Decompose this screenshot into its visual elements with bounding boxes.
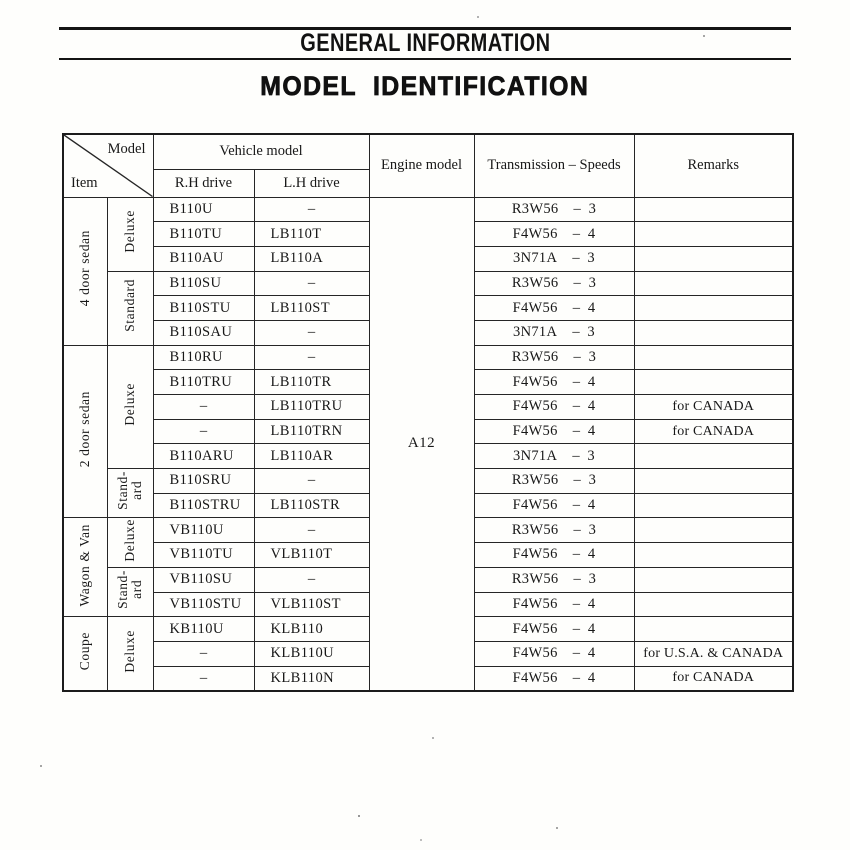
corner-cell xyxy=(63,134,153,197)
remarks-cell xyxy=(634,296,793,321)
lh-drive-cell: KLB110N xyxy=(254,666,369,691)
lh-drive-cell: KLB110 xyxy=(254,617,369,642)
rh-drive-cell: B110STRU xyxy=(153,493,254,518)
trim-label: Stand- ard xyxy=(115,471,144,511)
section-header-band xyxy=(59,27,791,60)
rh-drive-cell: – xyxy=(153,666,254,691)
transmission-cell: F4W56 – 4 xyxy=(474,617,634,642)
section-title: GENERAL INFORMATION xyxy=(299,29,551,57)
remarks-cell xyxy=(634,444,793,469)
lh-drive-cell: LB110TR xyxy=(254,370,369,395)
lh-drive-cell: – xyxy=(254,518,369,543)
transmission-cell: R3W56 – 3 xyxy=(474,271,634,296)
transmission-cell: F4W56 – 4 xyxy=(474,666,634,691)
remarks-cell xyxy=(634,592,793,617)
remarks-cell xyxy=(634,469,793,494)
remarks-cell xyxy=(634,197,793,222)
header-rh-drive: R.H drive xyxy=(153,169,254,197)
engine-model-cell: A12 xyxy=(369,197,474,691)
lh-drive-cell: – xyxy=(254,345,369,370)
table-header xyxy=(63,134,793,197)
remarks-cell xyxy=(634,345,793,370)
remarks-cell: for U.S.A. & CANADA xyxy=(634,641,793,666)
trim-label: Deluxe xyxy=(122,629,138,673)
lh-drive-cell: LB110STR xyxy=(254,493,369,518)
rh-drive-cell: B110TRU xyxy=(153,370,254,395)
lh-drive-cell: – xyxy=(254,271,369,296)
trim-cell xyxy=(107,197,153,271)
transmission-cell: R3W56 – 3 xyxy=(474,567,634,592)
body-type-cell xyxy=(63,518,107,617)
lh-drive-cell: VLB110T xyxy=(254,543,369,568)
trim-cell xyxy=(107,518,153,567)
lh-drive-cell: LB110TRN xyxy=(254,419,369,444)
trim-label: Deluxe xyxy=(122,383,138,426)
remarks-cell xyxy=(634,246,793,271)
body-type-cell xyxy=(63,617,107,691)
header-engine-model: Engine model xyxy=(369,134,474,197)
remarks-cell: for CANADA xyxy=(634,395,793,420)
lh-drive-cell: LB110T xyxy=(254,222,369,247)
corner-label-model: Model xyxy=(107,141,146,157)
rh-drive-cell: B110ARU xyxy=(153,444,254,469)
trim-label: Deluxe xyxy=(122,518,138,562)
remarks-cell xyxy=(634,222,793,247)
rh-drive-cell: B110AU xyxy=(153,246,254,271)
body-type-cell xyxy=(63,197,107,345)
remarks-cell xyxy=(634,320,793,345)
page-title: MODEL IDENTIFICATION xyxy=(260,71,590,101)
trim-cell xyxy=(107,617,153,691)
body-type-label: 2 door sedan xyxy=(77,390,93,468)
transmission-cell: F4W56 – 4 xyxy=(474,370,634,395)
trim-cell xyxy=(107,469,153,518)
header-remarks: Remarks xyxy=(634,134,793,197)
remarks-cell: for CANADA xyxy=(634,666,793,691)
table-body xyxy=(63,197,793,691)
remarks-cell xyxy=(634,518,793,543)
lh-drive-cell: VLB110ST xyxy=(254,592,369,617)
transmission-cell: F4W56 – 4 xyxy=(474,641,634,666)
rh-drive-cell: B110SU xyxy=(153,271,254,296)
scan-specks xyxy=(0,0,2,2)
rh-drive-cell: B110SAU xyxy=(153,320,254,345)
lh-drive-cell: LB110ST xyxy=(254,296,369,321)
transmission-cell: R3W56 – 3 xyxy=(474,469,634,494)
header-vehicle-model: Vehicle model xyxy=(153,134,369,169)
body-type-cell xyxy=(63,345,107,518)
transmission-cell: F4W56 – 4 xyxy=(474,493,634,518)
body-type-label: 4 door sedan xyxy=(77,230,93,307)
rh-drive-cell: VB110TU xyxy=(153,543,254,568)
transmission-cell: F4W56 – 4 xyxy=(474,419,634,444)
rh-drive-cell: B110SRU xyxy=(153,469,254,494)
rh-drive-cell: – xyxy=(153,641,254,666)
rh-drive-cell: KB110U xyxy=(153,617,254,642)
remarks-cell xyxy=(634,370,793,395)
body-type-label: Wagon & Van xyxy=(77,523,93,607)
page-title-wrap xyxy=(0,71,850,102)
transmission-cell: F4W56 – 4 xyxy=(474,222,634,247)
transmission-cell: 3N71A – 3 xyxy=(474,246,634,271)
transmission-cell: 3N71A – 3 xyxy=(474,444,634,469)
table-row xyxy=(63,197,793,222)
remarks-cell: for CANADA xyxy=(634,419,793,444)
lh-drive-cell: – xyxy=(254,320,369,345)
remarks-cell xyxy=(634,543,793,568)
header-transmission-speeds: Transmission – Speeds xyxy=(474,134,634,197)
rh-drive-cell: B110TU xyxy=(153,222,254,247)
remarks-cell xyxy=(634,617,793,642)
remarks-cell xyxy=(634,271,793,296)
trim-cell xyxy=(107,271,153,345)
trim-label: Stand- ard xyxy=(115,570,144,609)
remarks-cell xyxy=(634,493,793,518)
trim-label: Deluxe xyxy=(122,210,138,253)
trim-label: Standard xyxy=(122,279,138,332)
rh-drive-cell: B110STU xyxy=(153,296,254,321)
rh-drive-cell: VB110SU xyxy=(153,567,254,592)
transmission-cell: R3W56 – 3 xyxy=(474,518,634,543)
lh-drive-cell: LB110AR xyxy=(254,444,369,469)
rh-drive-cell: VB110U xyxy=(153,518,254,543)
lh-drive-cell: – xyxy=(254,469,369,494)
rh-drive-cell: – xyxy=(153,395,254,420)
transmission-cell: R3W56 – 3 xyxy=(474,197,634,222)
remarks-cell xyxy=(634,567,793,592)
lh-drive-cell: – xyxy=(254,567,369,592)
model-identification-table xyxy=(62,133,794,692)
transmission-cell: F4W56 – 4 xyxy=(474,395,634,420)
trim-cell xyxy=(107,345,153,468)
transmission-cell: 3N71A – 3 xyxy=(474,320,634,345)
lh-drive-cell: KLB110U xyxy=(254,641,369,666)
body-type-label: Coupe xyxy=(77,631,93,671)
rh-drive-cell: VB110STU xyxy=(153,592,254,617)
lh-drive-cell: – xyxy=(254,197,369,222)
lh-drive-cell: LB110A xyxy=(254,246,369,271)
transmission-cell: F4W56 – 4 xyxy=(474,296,634,321)
lh-drive-cell: LB110TRU xyxy=(254,395,369,420)
rh-drive-cell: B110U xyxy=(153,197,254,222)
corner-label-item: Item xyxy=(71,174,98,191)
transmission-cell: F4W56 – 4 xyxy=(474,592,634,617)
header-lh-drive: L.H drive xyxy=(254,169,369,197)
rh-drive-cell: B110RU xyxy=(153,345,254,370)
transmission-cell: R3W56 – 3 xyxy=(474,345,634,370)
trim-cell xyxy=(107,567,153,616)
rh-drive-cell: – xyxy=(153,419,254,444)
transmission-cell: F4W56 – 4 xyxy=(474,543,634,568)
